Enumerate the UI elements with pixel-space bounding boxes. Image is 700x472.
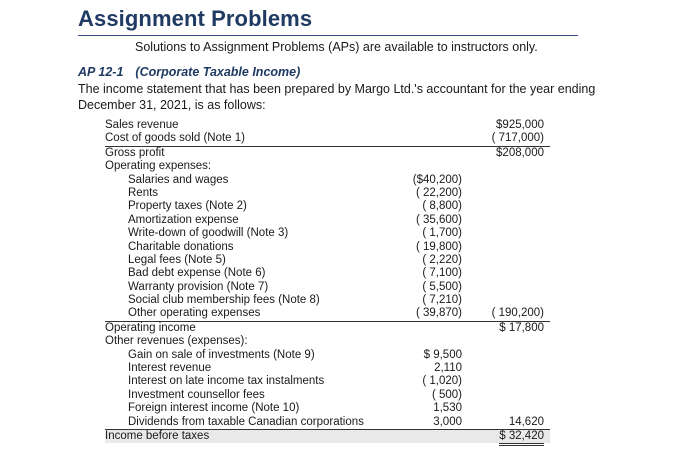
row-label: Income before taxes — [105, 429, 210, 442]
income-before-taxes-row — [105, 430, 550, 443]
statement-row — [105, 214, 550, 227]
row-label: Cost of goods sold (Note 1) — [105, 132, 245, 145]
problem-name: (Corporate Taxable Income) — [135, 65, 301, 79]
statement-row — [105, 227, 550, 240]
subtitle: Solutions to Assignment Problems (APs) are available to instructors only. — [135, 40, 538, 54]
row-label: Foreign interest income (Note 10) — [128, 402, 300, 415]
statement-row — [105, 281, 550, 294]
total-cell: $ 17,800 — [499, 321, 544, 334]
row-label: Legal fees (Note 5) — [128, 253, 226, 266]
row-label: Other operating expenses — [128, 307, 261, 320]
row-label: Rents — [128, 186, 159, 199]
statement-row — [105, 119, 550, 132]
income-statement — [105, 119, 550, 443]
problem-heading — [78, 65, 300, 79]
statement-row — [105, 132, 550, 146]
statement-row — [105, 389, 550, 402]
statement-row — [105, 174, 550, 187]
statement-row — [105, 254, 550, 267]
total-cell: ( 717,000) — [491, 132, 544, 145]
statement-row — [105, 362, 550, 375]
subtotal-cell: ( 500) — [431, 388, 462, 401]
statement-row — [105, 187, 550, 200]
subtotal-cell: 2,110 — [434, 362, 462, 375]
total-cell: 14,620 — [508, 415, 544, 428]
statement-row — [105, 200, 550, 213]
subtotal-cell: ( 35,600) — [415, 213, 462, 226]
subtotal-cell: ( 39,870) — [415, 307, 462, 320]
page-title: Assignment Problems — [78, 6, 313, 31]
row-label: Operating income — [105, 321, 196, 334]
total-cell: $925,000 — [496, 119, 544, 131]
statement-row — [105, 402, 550, 415]
row-label: Dividends from taxable Canadian corporations — [128, 415, 364, 428]
subtotal-cell: 1,530 — [433, 402, 462, 415]
row-label: Charitable donations — [128, 240, 234, 253]
row-label: Warranty provision (Note 7) — [128, 280, 269, 293]
statement-row — [105, 267, 550, 280]
row-label: Sales revenue — [105, 119, 179, 131]
statement-row — [105, 307, 550, 321]
statement-row — [105, 335, 550, 348]
total-cell: ( 190,200) — [491, 307, 544, 320]
row-label: Interest revenue — [128, 362, 212, 375]
row-label: Property taxes (Note 2) — [128, 200, 247, 213]
row-label: Operating expenses: — [105, 160, 212, 173]
subtotal-cell: ( 1,700) — [422, 227, 462, 240]
statement-row — [105, 160, 550, 173]
statement-row — [105, 349, 550, 362]
statement-row — [105, 147, 550, 160]
problem-number: AP 12-1 — [78, 65, 124, 79]
subtotal-cell: ( 1,020) — [422, 375, 462, 388]
statement-row — [105, 416, 550, 430]
row-label: Social club membership fees (Note 8) — [128, 294, 320, 307]
row-label: Gain on sale of investments (Note 9) — [128, 348, 315, 361]
row-label: Other revenues (expenses): — [105, 335, 248, 348]
title-divider — [78, 35, 578, 36]
statement-row — [105, 375, 550, 388]
subtotal-cell: ($40,200) — [412, 173, 462, 186]
row-label: Gross profit — [105, 146, 165, 159]
subtotal-cell: ( 7,100) — [422, 267, 462, 280]
row-label: Amortization expense — [128, 213, 239, 226]
total-cell: $ 32,420 — [499, 430, 544, 446]
subtotal-cell: 3,000 — [433, 415, 462, 428]
statement-row — [105, 241, 550, 254]
total-cell: $208,000 — [496, 146, 544, 159]
subtotal-cell: ( 19,800) — [415, 240, 462, 253]
row-label: Interest on late income tax instalments — [128, 375, 325, 388]
subtotal-cell: ( 8,800) — [422, 200, 462, 213]
row-label: Bad debt expense (Note 6) — [128, 267, 266, 280]
subtotal-cell: ( 5,500) — [422, 280, 462, 293]
subtotal-cell: ( 22,200) — [415, 186, 462, 199]
subtotal-cell: ( 7,210) — [422, 294, 462, 307]
subtotal-cell: $ 9,500 — [423, 348, 462, 361]
row-label: Investment counsellor fees — [128, 388, 265, 401]
statement-row — [105, 294, 550, 307]
subtotal-cell: ( 2,220) — [422, 253, 462, 266]
row-label: Salaries and wages — [128, 173, 229, 186]
problem-intro: The income statement that has been prepared by Margo Ltd.'s accountant for the year ending December 31, 2021, is as follows: — [78, 82, 596, 112]
row-label: Write-down of goodwill (Note 3) — [128, 227, 289, 240]
statement-row — [105, 322, 550, 335]
